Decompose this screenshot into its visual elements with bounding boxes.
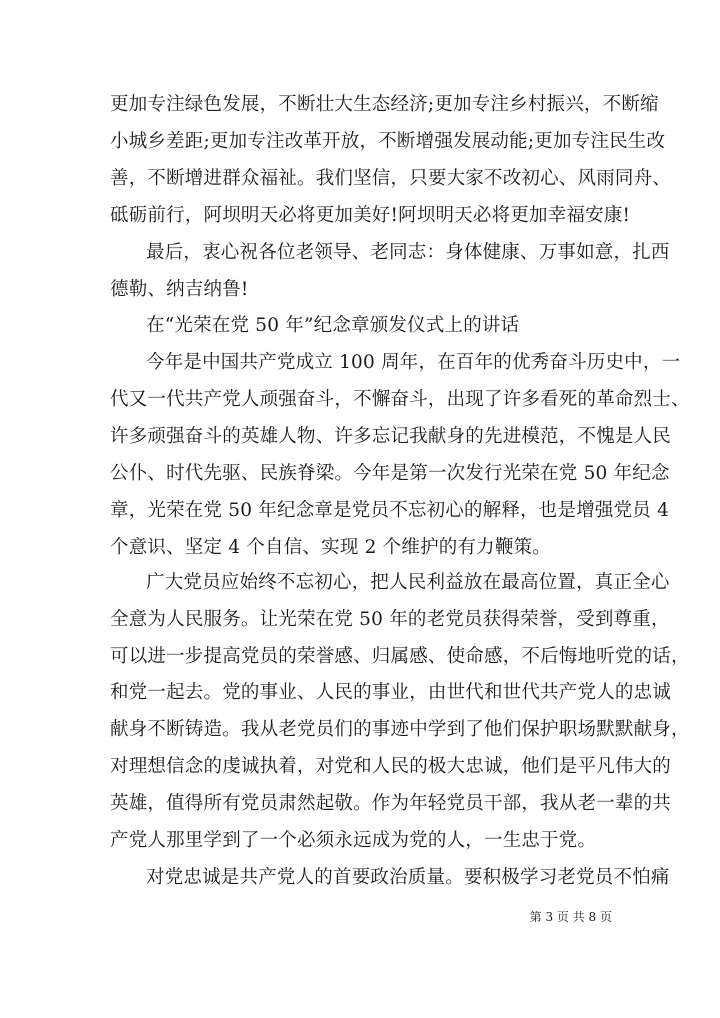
text-line: 章，光荣在党 50 年纪念章是党员不忘初心的解释，也是增强党员 4 [110, 499, 670, 521]
text-line: 献身不断铸造。我从老党员们的事迹中学到了他们保护职场默默献身， [110, 719, 690, 741]
text-line: 砥砺前行，阿坝明天必将更加美好!阿坝明天必将更加幸福安康! [110, 204, 631, 226]
page-number-footer: 第 3 页 共 8 页 [529, 910, 612, 924]
text-line: 英雄，值得所有党员肃然起敬。作为年轻党员干部，我从老一辈的共 [110, 793, 672, 815]
text-line: 许多顽强奋斗的英雄人物、许多忘记我献身的先进模范，不愧是人民 [110, 426, 672, 448]
text-line: 最后，衷心祝各位老领导、老同志：身体健康、万事如意，扎西 [146, 241, 670, 263]
text-line: 个意识、坚定 4 个自信、实现 2 个维护的有力鞭策。 [110, 536, 551, 558]
text-line: 对理想信念的虔诚执着，对党和人民的极大忠诚，他们是平凡伟大的 [110, 756, 672, 778]
text-line: 代又一代共产党人顽强奋斗，不懈奋斗，出现了许多看死的革命烈士、 [110, 389, 690, 411]
text-line: 对党忠诚是共产党人的首要政治质量。要积极学习老党员不怕痛 [146, 866, 670, 888]
text-line: 小城乡差距;更加专注改革开放，不断增强发展动能;更加专注民生改 [110, 130, 666, 152]
section-heading: 在“光荣在党 50 年”纪念章颁发仪式上的讲话 [146, 315, 520, 337]
text-line: 公仆、时代先驱、民族脊梁。今年是第一次发行光荣在党 50 年纪念 [110, 463, 670, 484]
text-line: 今年是中国共产党成立 100 周年，在百年的优秀奋斗历史中，一 [146, 352, 681, 374]
text-line: 可以进一步提高党员的荣誉感、归属感、使命感，不后悔地听党的话， [110, 645, 690, 667]
text-line: 善，不断增进群众福祉。我们坚信，只要大家不改初心、风雨同舟、 [110, 167, 672, 189]
text-line: 产党人那里学到了一个必须永远成为党的人，一生忠于党。 [110, 830, 597, 851]
text-line: 广大党员应始终不忘初心，把人民利益放在最高位置，真正全心 [146, 571, 670, 593]
text-line: 德勒、纳吉纳鲁! [110, 278, 249, 300]
text-line: 更加专注绿色发展，不断壮大生态经济;更加专注乡村振兴，不断缩 [110, 94, 659, 115]
text-line: 全意为人民服务。让光荣在党 50 年的老党员获得荣誉，受到尊重， [110, 608, 670, 630]
text-line: 和党一起去。党的事业、人民的事业，由世代和世代共产党人的忠诚 [110, 682, 672, 704]
